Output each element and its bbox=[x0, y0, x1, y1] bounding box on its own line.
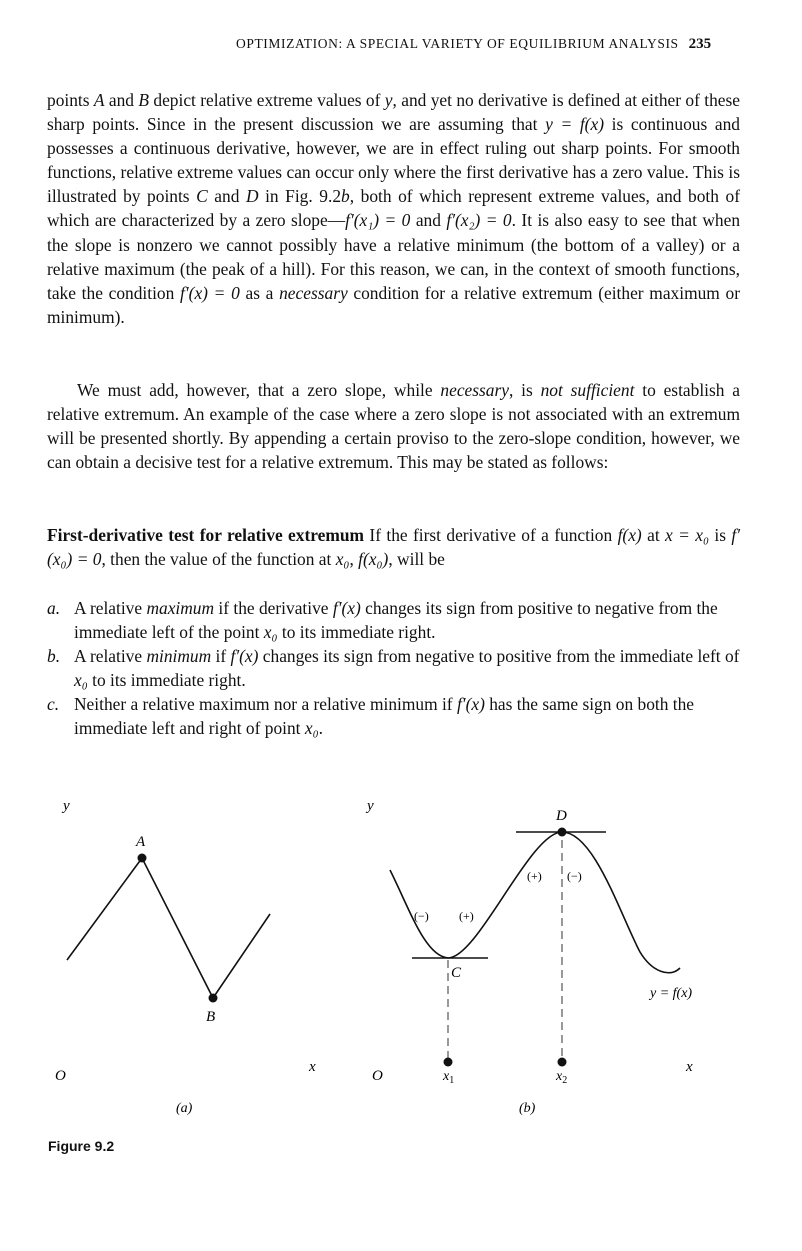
panel-b-label: (b) bbox=[519, 1101, 536, 1116]
curve-label: y = f(x) bbox=[650, 986, 693, 1001]
test-conditions-list bbox=[47, 596, 740, 741]
panel-a-label: (a) bbox=[176, 1101, 193, 1116]
curve-b bbox=[390, 832, 680, 973]
panel-a bbox=[67, 858, 270, 998]
sign-right-of-c: (+) bbox=[459, 909, 474, 923]
point-d-marker bbox=[558, 828, 567, 837]
x2-label: $x_2$ bbox=[556, 1069, 568, 1086]
panel-a-x-axis-label: x bbox=[309, 1059, 316, 1075]
point-b-label: B bbox=[206, 1009, 216, 1025]
panel-a-origin-label: O bbox=[55, 1068, 66, 1084]
sign-left-of-c: (−) bbox=[414, 909, 429, 923]
point-a-marker bbox=[138, 854, 147, 863]
figure-9-2 bbox=[0, 780, 802, 1125]
test-heading: First-derivative test for relative extremum bbox=[47, 525, 365, 545]
panel-b-origin-label: O bbox=[372, 1068, 383, 1084]
list-item-a: a. A relative maximum if the derivative f′(x) changes its sign from positive to negative from the immediate left of the point x₀ to its immediate right. bbox=[47, 598, 718, 643]
point-a-label: A bbox=[136, 834, 146, 850]
x1-label: $x_1$ bbox=[443, 1069, 455, 1086]
x1-marker bbox=[444, 1058, 453, 1067]
running-title: OPTIMIZATION: A SPECIAL VARIETY OF EQUILIBRIUM ANALYSIS bbox=[236, 36, 679, 51]
figure-caption: Figure 9.2 bbox=[48, 1138, 115, 1154]
x2-marker bbox=[558, 1058, 567, 1067]
first-derivative-test: First-derivative test for relative extremum If the first derivative of a function f(x) at x = x₀ is f′(x₀) = 0, then the value of the function at x₀, f(x₀), will be bbox=[47, 525, 741, 570]
point-b-marker bbox=[209, 994, 218, 1003]
sign-left-of-d: (+) bbox=[527, 869, 542, 883]
running-header bbox=[236, 36, 711, 53]
list-item-c: c. Neither a relative maximum nor a relative minimum if f′(x) has the same sign on both the immediate left and right of point x₀. bbox=[47, 694, 695, 739]
list-item-b: b. A relative minimum if f′(x) changes its sign from negative to positive from the immediate left of x₀ to its immediate right. bbox=[47, 646, 740, 691]
point-d-label: D bbox=[556, 808, 567, 824]
panel-b-x-axis-label: x bbox=[686, 1059, 693, 1075]
point-c-label: C bbox=[451, 965, 462, 981]
paragraph-1: points A and B depict relative extreme values of y, and yet no derivative is defined at either of these sharp points. Since in the present discussion we are assuming that y = f(x) is continuous and possesses a continuous derivative, however, we are in effect ruling out sharp points. For smooth functions, relative extreme values can occur only where the first derivative has a zero value. This is illustrated by points C and D in Fig. 9.2b, both of which represent extreme values, and both of which are characterized by a zero slope—f′(x₁) = 0 and f′(x₂) = 0. It is also easy to see that when the slope is nonzero we cannot possibly have a relative minimum (the bottom of a valley) or a relative maximum (the peak of a hill). For this reason, we can, in the context of smooth functions, take the condition f′(x) = 0 as a necessary condition for a relative extremum (either maximum or minimum). bbox=[47, 90, 741, 327]
sign-right-of-d: (−) bbox=[567, 869, 582, 883]
paragraph-2: We must add, however, that a zero slope, while necessary, is not sufficient to establish a relative extremum. An example of the case where a zero slope is not associated with an extremum will be presented shortly. By appending a certain proviso to the zero-slope condition, however, we can obtain a decisive test for a relative extremum. This may be stated as follows: bbox=[47, 380, 740, 473]
curve-a bbox=[67, 858, 270, 998]
page-number: 235 bbox=[688, 36, 712, 52]
panel-b-y-axis-label: y bbox=[367, 798, 374, 814]
panel-a-y-axis-label: y bbox=[63, 798, 70, 814]
